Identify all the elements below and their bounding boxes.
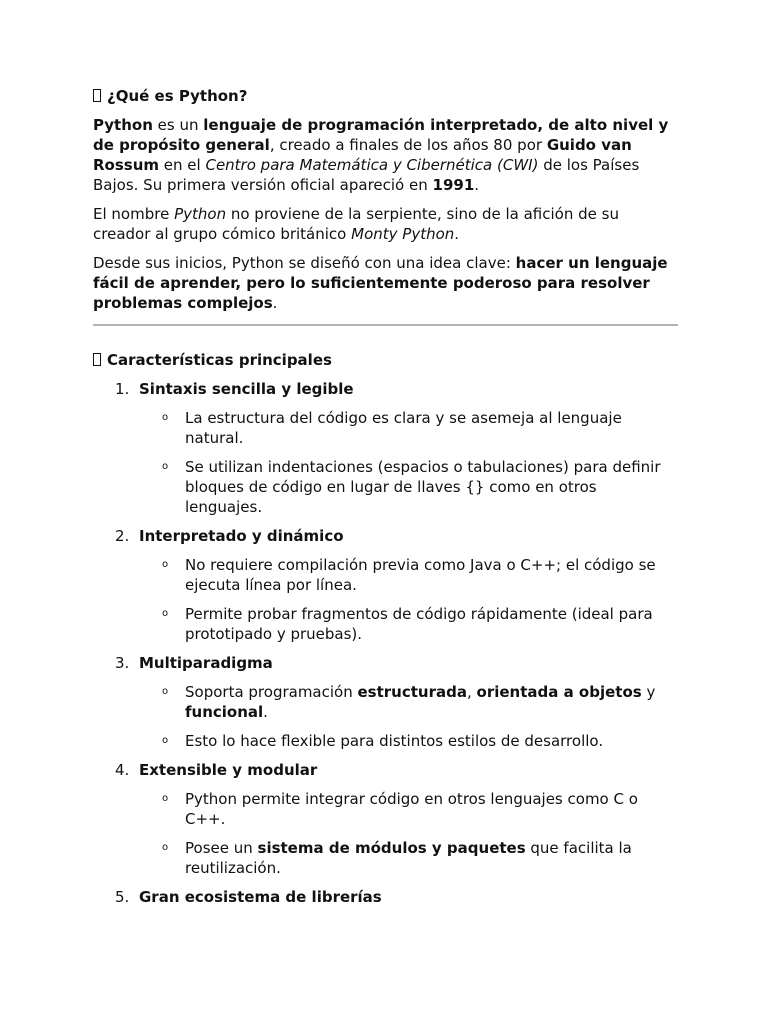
missing-glyph-icon (93, 353, 101, 366)
feature-title: Extensible y modular (139, 761, 318, 779)
feature-sublist (139, 555, 678, 644)
feature-sublist (139, 789, 678, 878)
document-content (93, 86, 678, 916)
design-goal-paragraph (93, 253, 678, 313)
section-heading-text: ¿Qué es Python? (107, 87, 248, 105)
feature-subitem (139, 457, 678, 517)
text-run: , (466, 683, 477, 701)
bullet-icon: o (162, 686, 169, 697)
bullet-icon: o (162, 793, 169, 804)
italic-text: Python (174, 205, 227, 223)
section-heading-what-is-python (93, 86, 678, 106)
missing-glyph-icon (93, 89, 101, 102)
feature-title: Multiparadigma (139, 654, 273, 672)
bold-text: orientada a objetos (476, 683, 642, 701)
bullet-icon: o (162, 461, 169, 472)
feature-subitem (139, 838, 678, 878)
feature-sublist (139, 682, 678, 751)
text-run: en el (159, 156, 206, 174)
features-list (93, 379, 678, 907)
text-run: . (272, 294, 278, 312)
section-heading-features (93, 350, 678, 370)
feature-number: 1. (115, 380, 130, 398)
feature-title: Sintaxis sencilla y legible (139, 380, 354, 398)
feature-subitem (139, 604, 678, 644)
text-run: de los Países Bajos. Su primera versión oficial apareció en (93, 156, 640, 194)
feature-title: Gran ecosistema de librerías (139, 888, 382, 906)
bold-text: funcional (185, 703, 264, 721)
bold-text: Python (93, 116, 153, 134)
feature-item (93, 887, 678, 907)
text-run: Desde sus inicios, Python se diseñó con una idea clave: (93, 254, 516, 272)
text-run: Se utilizan indentaciones (espacios o tabulaciones) para definir bloques de código en lugar de llaves {} como en otros lenguajes. (185, 458, 661, 516)
italic-text: Monty Python (351, 225, 455, 243)
bullet-icon: o (162, 842, 169, 853)
bullet-icon: o (162, 412, 169, 423)
text-run: La estructura del código es clara y se asemeja al lenguaje natural. (185, 409, 622, 447)
feature-number: 3. (115, 654, 130, 672)
feature-number: 2. (115, 527, 130, 545)
feature-title: Interpretado y dinámico (139, 527, 344, 545)
text-run: que facilita la reutilización. (185, 839, 632, 877)
text-run: No requiere compilación previa como Java o C++; el código se ejecuta línea por línea. (185, 556, 656, 594)
name-origin-paragraph (93, 204, 678, 244)
text-run: es un (152, 116, 204, 134)
text-run: Permite probar fragmentos de código rápidamente (ideal para prototipado y pruebas). (185, 605, 653, 643)
text-run: El nombre (93, 205, 175, 223)
text-run: Posee un (185, 839, 258, 857)
bullet-icon: o (162, 559, 169, 570)
text-run: . (454, 225, 460, 243)
feature-subitem (139, 731, 678, 751)
feature-sublist (139, 408, 678, 517)
text-run: no proviene de la serpiente, sino de la afición de su creador al grupo cómico británico (93, 205, 619, 243)
feature-item (93, 653, 678, 751)
italic-text: Centro para Matemática y Cibernética (CWI) (205, 156, 539, 174)
feature-item (93, 760, 678, 878)
feature-item (93, 526, 678, 644)
bold-text: 1991 (432, 176, 475, 194)
text-run: . (263, 703, 268, 721)
text-run: Soporta programación (185, 683, 358, 701)
text-run: , creado a finales de los años 80 por (269, 136, 547, 154)
feature-subitem (139, 408, 678, 448)
text-run: Python permite integrar código en otros lenguajes como C o C++. (185, 790, 638, 828)
bold-text: lenguaje de programación interpretado, de alto nivel y de propósito general (93, 116, 669, 154)
bold-text: hacer un lenguaje fácil de aprender, pero lo suficientemente poderoso para resolver problemas complejos (93, 254, 668, 312)
bold-text: sistema de módulos y paquetes (257, 839, 526, 857)
text-run: y (641, 683, 656, 701)
text-run: . (474, 176, 480, 194)
intro-paragraph (93, 115, 678, 195)
feature-number: 4. (115, 761, 130, 779)
feature-number: 5. (115, 888, 130, 906)
horizontal-divider (93, 324, 678, 326)
bullet-icon: o (162, 735, 169, 746)
feature-item (93, 379, 678, 517)
bullet-icon: o (162, 608, 169, 619)
bold-text: Guido van Rossum (93, 136, 632, 174)
feature-subitem (139, 555, 678, 595)
feature-subitem (139, 789, 678, 829)
section-heading-text: Características principales (107, 351, 332, 369)
feature-subitem (139, 682, 678, 722)
bold-text: estructurada (357, 683, 467, 701)
text-run: Esto lo hace flexible para distintos estilos de desarrollo. (185, 732, 604, 750)
